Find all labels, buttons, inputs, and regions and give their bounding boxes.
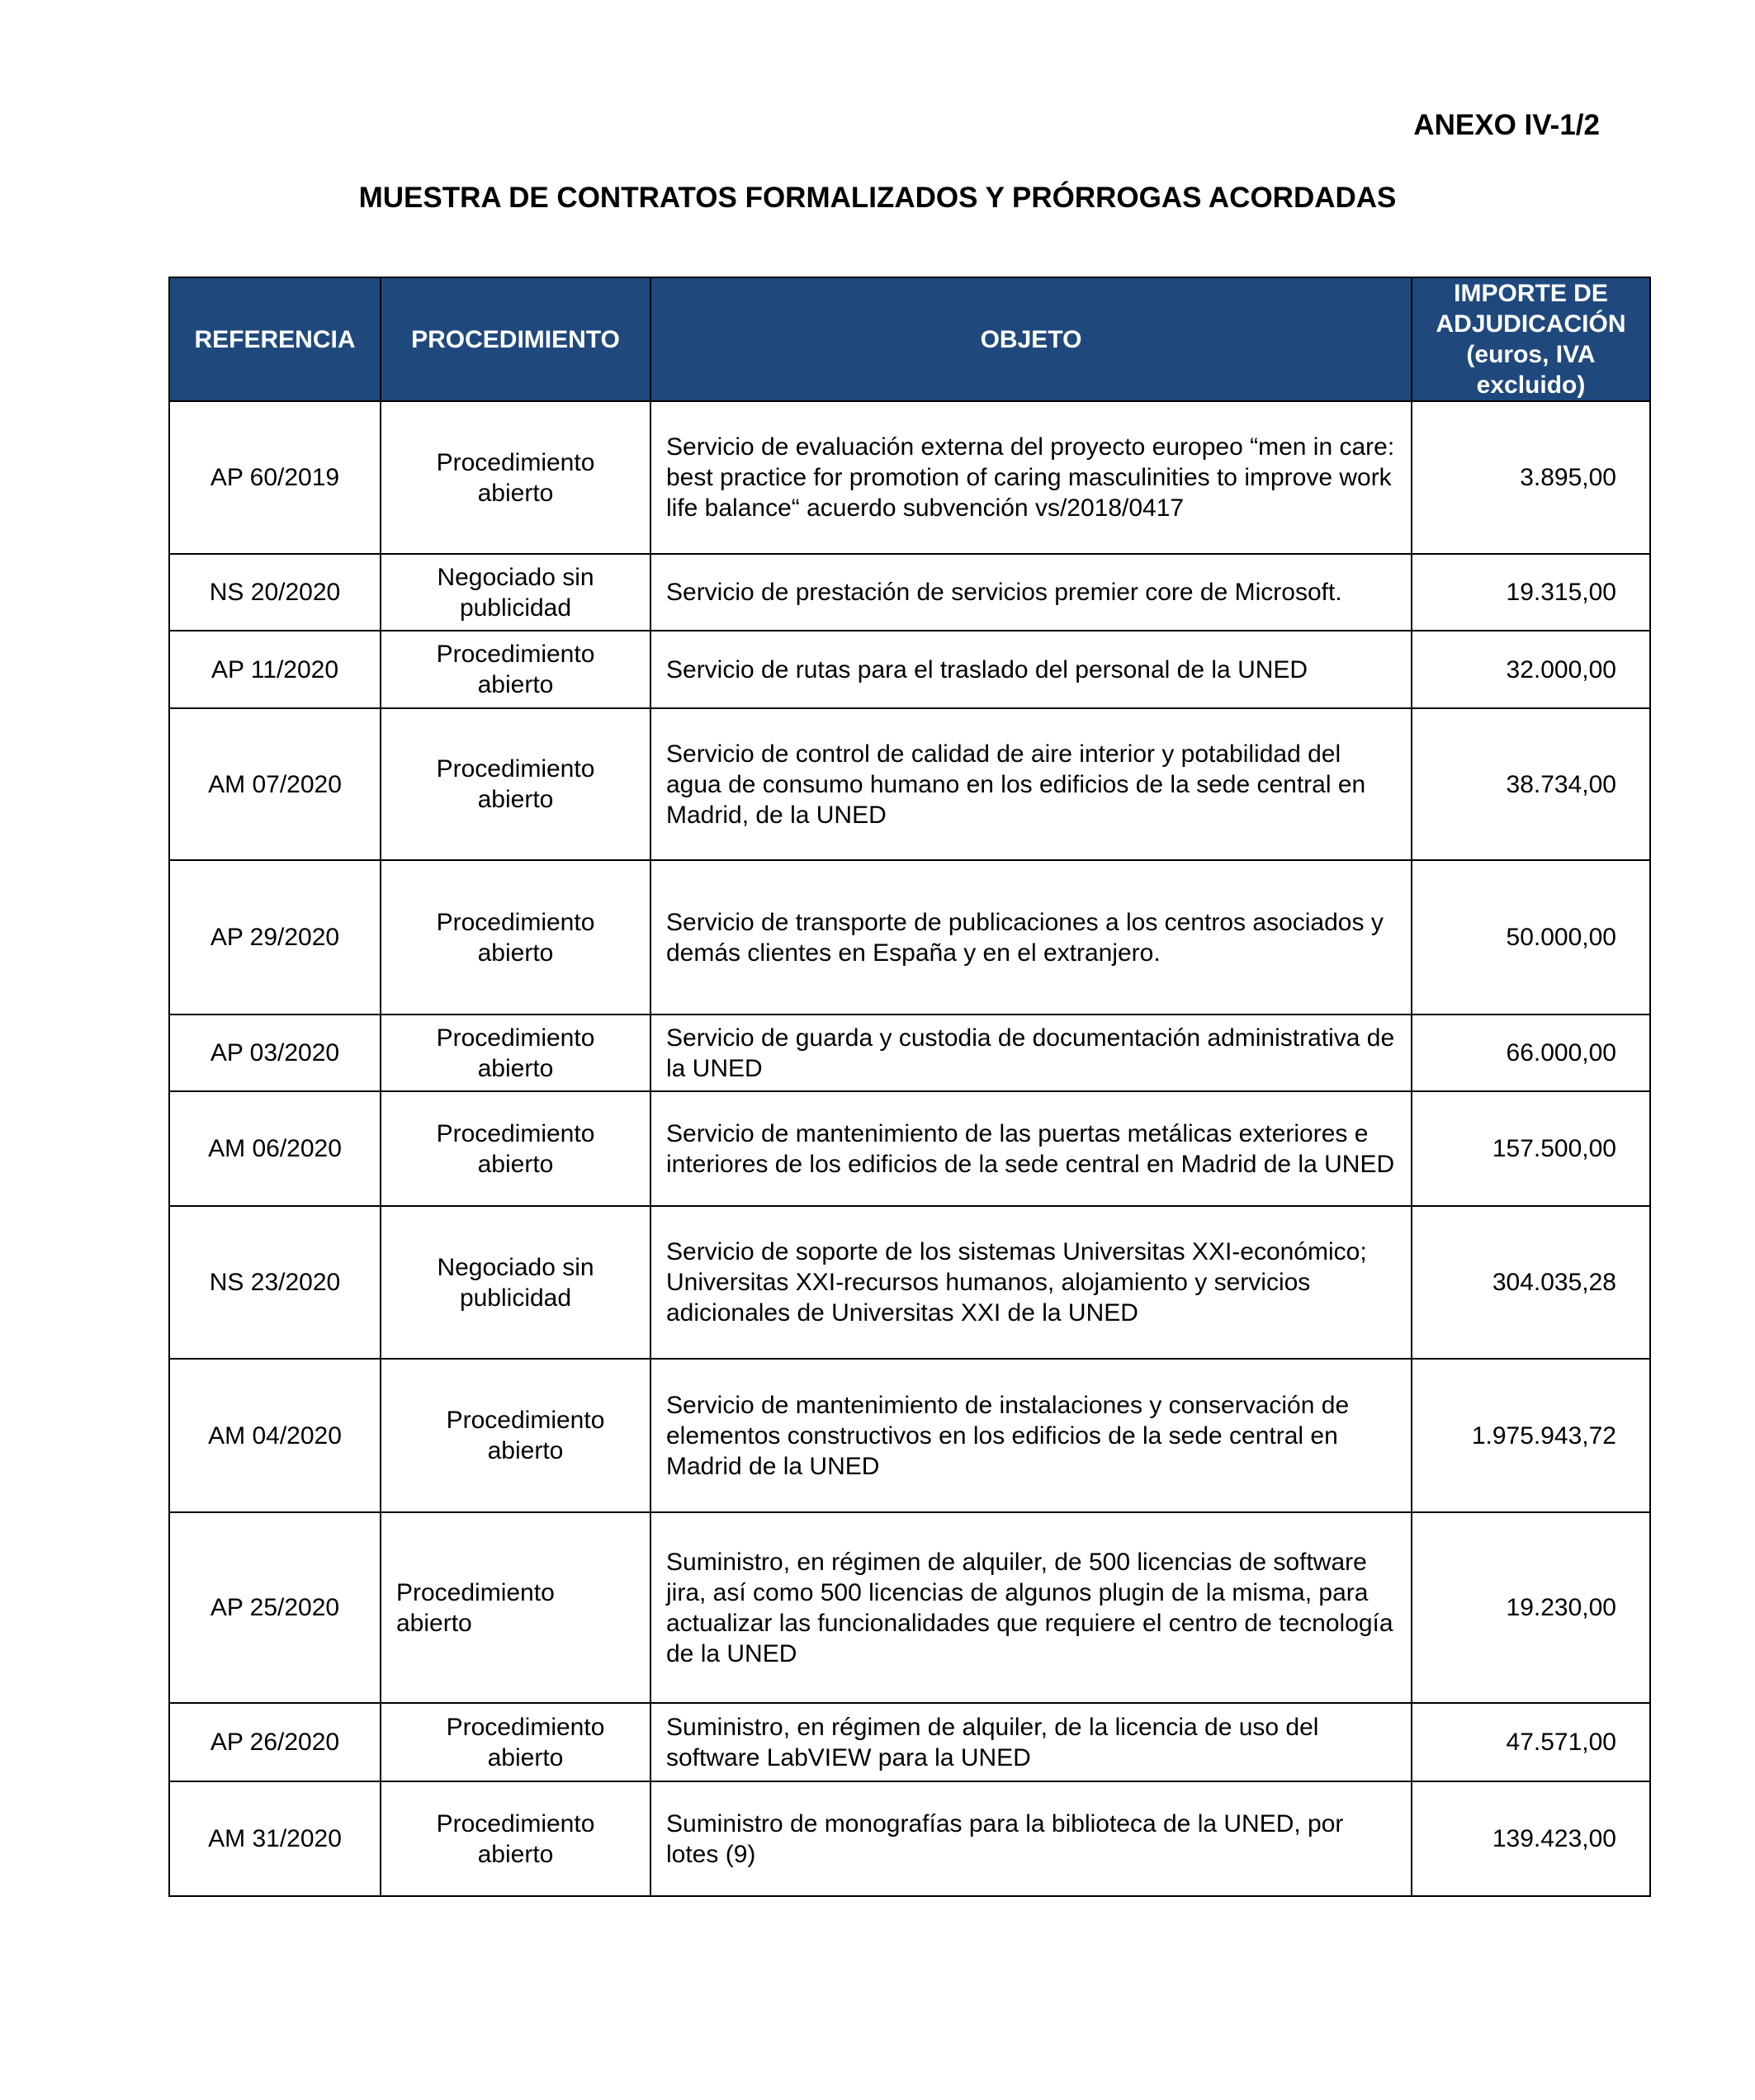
importe-cell: 157.500,00 (1412, 1091, 1650, 1206)
table-row (169, 1781, 1650, 1896)
referencia-cell: AP 25/2020 (169, 1512, 381, 1703)
objeto-cell: Servicio de evaluación externa del proyecto europeo “men in care: best practice for promotion of caring masculinities to improve work life balance“ acuerdo subvención vs/2018/0417 (650, 401, 1412, 554)
importe-cell: 32.000,00 (1412, 631, 1650, 708)
objeto-cell: Servicio de prestación de servicios premier core de Microsoft. (650, 554, 1412, 631)
page-title: MUESTRA DE CONTRATOS FORMALIZADOS Y PRÓRROGAS ACORDADAS (358, 182, 1397, 214)
procedimiento-cell: Procedimiento abierto (381, 1359, 650, 1512)
referencia-cell: NS 23/2020 (169, 1206, 381, 1359)
objeto-cell: Servicio de mantenimiento de instalaciones y conservación de elementos constructivos en los edificios de la sede central en Madrid de la UNED (650, 1359, 1412, 1512)
table-row (169, 1359, 1650, 1512)
procedimiento-cell: Negociado sin publicidad (381, 1206, 650, 1359)
procedimiento-cell: Procedimiento abierto (381, 1512, 650, 1703)
contracts-table (168, 277, 1651, 1897)
column-header-procedimiento: PROCEDIMIENTO (381, 277, 650, 401)
table-row (169, 401, 1650, 554)
procedimiento-cell: Procedimiento abierto (381, 1015, 650, 1091)
objeto-cell: Servicio de rutas para el traslado del personal de la UNED (650, 631, 1412, 708)
procedimiento-cell: Procedimiento abierto (381, 860, 650, 1015)
objeto-cell: Servicio de guarda y custodia de documentación administrativa de la UNED (650, 1015, 1412, 1091)
table-row (169, 708, 1650, 860)
referencia-cell: AP 29/2020 (169, 860, 381, 1015)
table-body (169, 401, 1650, 1896)
procedimiento-cell: Procedimiento abierto (381, 1703, 650, 1781)
objeto-cell: Suministro, en régimen de alquiler, de 500 licencias de software jira, así como 500 licencias de algunos plugin de la misma, para actualizar las funcionalidades que requiere el centro de tecnología de la UNED (650, 1512, 1412, 1703)
procedimiento-cell: Procedimiento abierto (381, 1091, 650, 1206)
referencia-cell: AM 06/2020 (169, 1091, 381, 1206)
annex-label: ANEXO IV-1/2 (1413, 109, 1600, 141)
table-row (169, 1512, 1650, 1703)
table-row (169, 631, 1650, 708)
procedimiento-cell: Procedimiento abierto (381, 1781, 650, 1896)
importe-cell: 19.230,00 (1412, 1512, 1650, 1703)
procedimiento-cell: Negociado sin publicidad (381, 554, 650, 631)
table-row (169, 860, 1650, 1015)
column-header-importe: IMPORTE DE ADJUDICACIÓN (euros, IVA excluido) (1412, 277, 1650, 401)
table-row (169, 1206, 1650, 1359)
importe-cell: 47.571,00 (1412, 1703, 1650, 1781)
importe-cell: 1.975.943,72 (1412, 1359, 1650, 1512)
objeto-cell: Suministro, en régimen de alquiler, de la licencia de uso del software LabVIEW para la UNED (650, 1703, 1412, 1781)
objeto-cell: Suministro de monografías para la biblioteca de la UNED, por lotes (9) (650, 1781, 1412, 1896)
importe-cell: 66.000,00 (1412, 1015, 1650, 1091)
objeto-cell: Servicio de soporte de los sistemas Universitas XXI-económico; Universitas XXI-recursos humanos, alojamiento y servicios adicionales de Universitas XXI de la UNED (650, 1206, 1412, 1359)
table-header-row (169, 277, 1650, 401)
importe-cell: 304.035,28 (1412, 1206, 1650, 1359)
procedimiento-cell: Procedimiento abierto (381, 631, 650, 708)
referencia-cell: NS 20/2020 (169, 554, 381, 631)
objeto-cell: Servicio de transporte de publicaciones a los centros asociados y demás clientes en España y en el extranjero. (650, 860, 1412, 1015)
referencia-cell: AP 03/2020 (169, 1015, 381, 1091)
column-header-referencia: REFERENCIA (169, 277, 381, 401)
importe-cell: 19.315,00 (1412, 554, 1650, 631)
table-row (169, 1091, 1650, 1206)
referencia-cell: AP 60/2019 (169, 401, 381, 554)
referencia-cell: AP 26/2020 (169, 1703, 381, 1781)
column-header-objeto: OBJETO (650, 277, 1412, 401)
referencia-cell: AM 07/2020 (169, 708, 381, 860)
procedimiento-cell: Procedimiento abierto (381, 708, 650, 860)
referencia-cell: AP 11/2020 (169, 631, 381, 708)
referencia-cell: AM 31/2020 (169, 1781, 381, 1896)
importe-cell: 3.895,00 (1412, 401, 1650, 554)
importe-cell: 50.000,00 (1412, 860, 1650, 1015)
importe-cell: 38.734,00 (1412, 708, 1650, 860)
importe-cell: 139.423,00 (1412, 1781, 1650, 1896)
objeto-cell: Servicio de mantenimiento de las puertas metálicas exteriores e interiores de los edificios de la sede central en Madrid de la UNED (650, 1091, 1412, 1206)
objeto-cell: Servicio de control de calidad de aire interior y potabilidad del agua de consumo humano en los edificios de la sede central en Madrid, de la UNED (650, 708, 1412, 860)
referencia-cell: AM 04/2020 (169, 1359, 381, 1512)
table-row (169, 1015, 1650, 1091)
table-row (169, 554, 1650, 631)
procedimiento-cell: Procedimiento abierto (381, 401, 650, 554)
table-row (169, 1703, 1650, 1781)
